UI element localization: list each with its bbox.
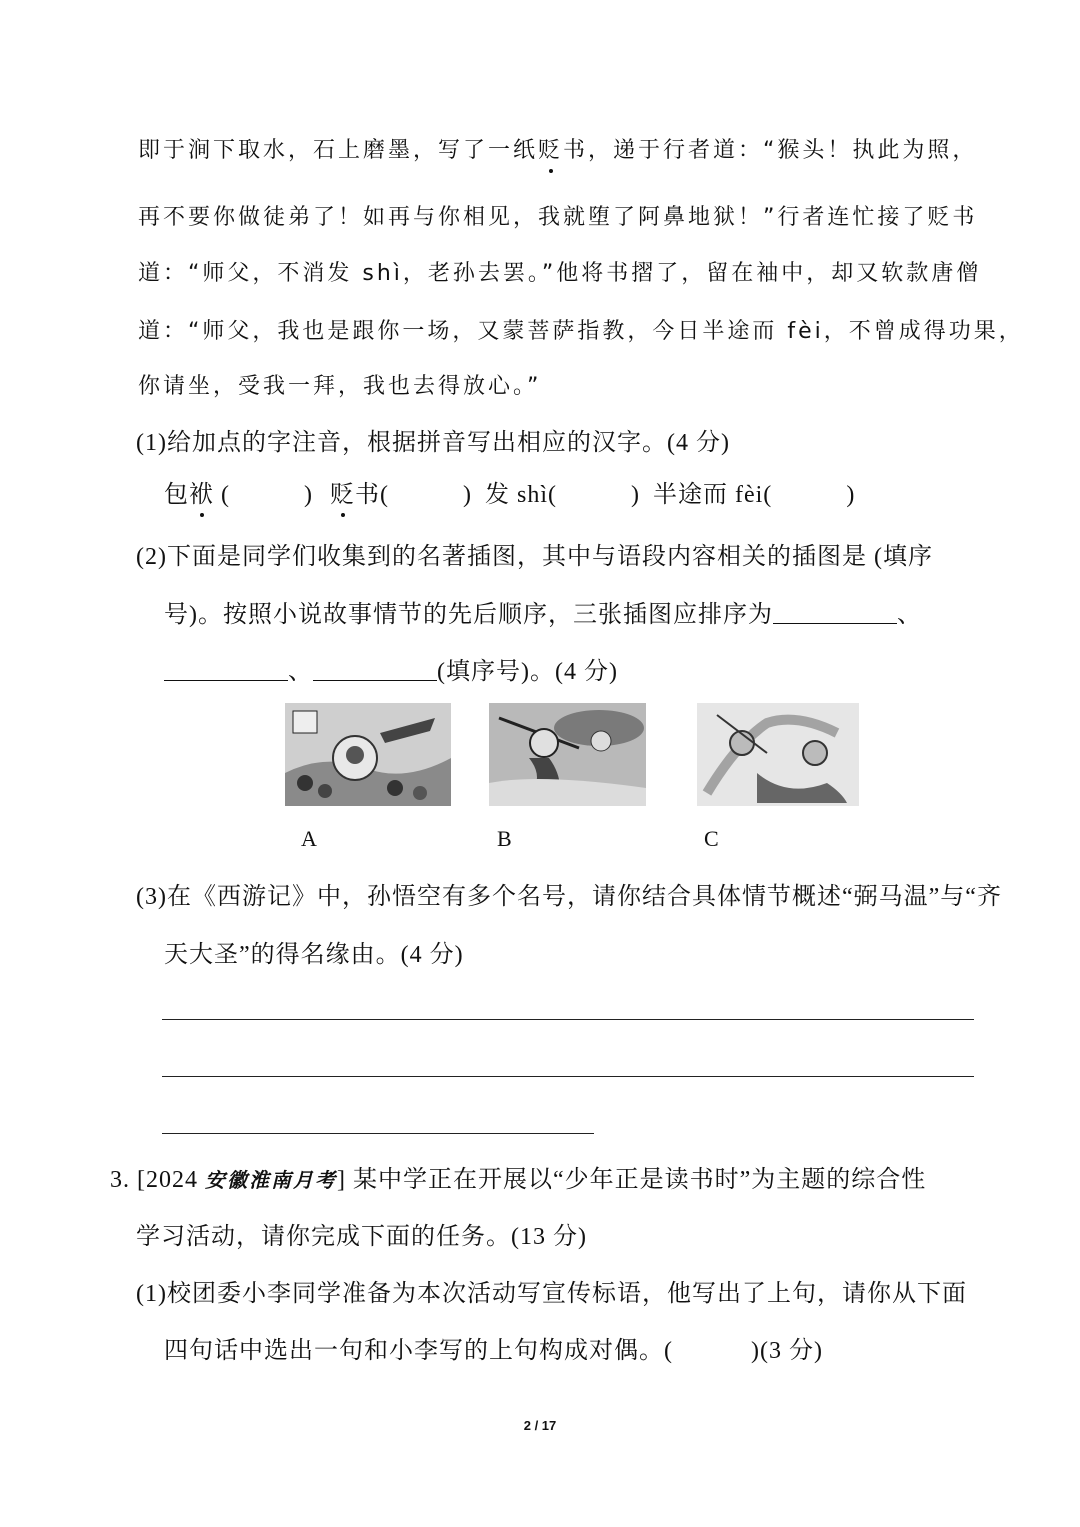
source-bracket: ] bbox=[337, 1167, 346, 1193]
dotted-char: 贬 bbox=[538, 136, 563, 166]
passage-line-5: 你请坐，受我一拜，我也去得放心。” bbox=[138, 374, 542, 399]
illustration-b bbox=[489, 703, 646, 806]
answer-line-3[interactable] bbox=[162, 1133, 594, 1134]
illustration-a-image bbox=[285, 703, 451, 806]
q2-text: (填序号)。(4 分) bbox=[437, 659, 618, 685]
item-text: ) bbox=[631, 482, 640, 508]
question-1-items bbox=[164, 480, 855, 510]
item-text: 书( bbox=[355, 482, 389, 508]
section-text: )(3 分) bbox=[751, 1338, 823, 1364]
section-number: 3. bbox=[110, 1167, 130, 1193]
question-1-prompt: (1)给加点的字注音，根据拼音写出相应的汉字。(4 分) bbox=[136, 430, 730, 456]
answer-line-2[interactable] bbox=[162, 1076, 974, 1077]
item-text: ( bbox=[214, 482, 230, 508]
source-label: 安徽淮南月考 bbox=[205, 1168, 337, 1192]
illustration-c bbox=[697, 703, 859, 806]
item-text: 发 shì( bbox=[485, 482, 557, 508]
page-number: 2 / 17 bbox=[523, 1418, 557, 1433]
question-3-line-1: (3)在《西游记》中，孙悟空有多个名号，请你结合具体情节概述“弼马温”与“齐 bbox=[136, 884, 1002, 910]
passage-text: 即于涧下取水，石上磨墨，写了一纸 bbox=[138, 138, 539, 163]
item-text: 包 bbox=[164, 482, 189, 508]
answer-line-1[interactable] bbox=[162, 1019, 974, 1020]
passage-line-3: 道：“师父，不消发 shì，老孙去罢。”他将书摺了，留在袖中，却又软款唐僧 bbox=[138, 261, 982, 286]
item-text: ) bbox=[304, 482, 313, 508]
illustration-caption-c: C bbox=[704, 826, 719, 851]
question-2-line-3 bbox=[164, 657, 618, 687]
order-blank-2[interactable] bbox=[164, 658, 288, 681]
order-blank-3[interactable] bbox=[313, 658, 437, 681]
q2-text: 、 bbox=[897, 602, 922, 628]
section-text: 四句话中选出一句和小李写的上句构成对偶。( bbox=[164, 1338, 673, 1364]
section-text: 某中学正在开展以“少年正是读书时”为主题的综合性 bbox=[353, 1167, 927, 1193]
section-3-line-1 bbox=[110, 1165, 926, 1195]
item-text: 半途而 fèi( bbox=[653, 482, 773, 508]
illustration-a bbox=[285, 703, 451, 806]
section-3-line-2: 学习活动，请你完成下面的任务。(13 分) bbox=[136, 1224, 587, 1250]
illustration-caption-b: B bbox=[497, 826, 512, 851]
illustration-b-image bbox=[489, 703, 646, 806]
dotted-char: 贬 bbox=[330, 482, 355, 508]
passage-text: 书，递于行者道：“猴头！执此为照， bbox=[563, 138, 978, 163]
passage-line-1 bbox=[138, 136, 977, 166]
illustration-caption-a: A bbox=[301, 826, 317, 851]
passage-line-2: 再不要你做徒弟了！如再与你相见，我就堕了阿鼻地狱！”行者连忙接了贬书 bbox=[138, 205, 978, 230]
section-3-sub1-line-1: (1)校团委小李同学准备为本次活动写宣传标语，他写出了上句，请你从下面 bbox=[136, 1281, 967, 1307]
passage-line-4: 道：“师父，我也是跟你一场，又蒙菩萨指教，今日半途而 fèi，不曾成得功果， bbox=[138, 319, 1024, 344]
illustration-c-image bbox=[697, 703, 859, 806]
q2-text: 号)。按照小说故事情节的先后顺序，三张插图应排序为 bbox=[164, 602, 773, 628]
dotted-char: 袱 bbox=[189, 482, 214, 508]
question-2-line-1: (2)下面是同学们收集到的名著插图，其中与语段内容相关的插图是 (填序 bbox=[136, 544, 933, 570]
item-text: ) bbox=[463, 482, 472, 508]
source-bracket: [2024 bbox=[137, 1167, 198, 1193]
question-2-line-2 bbox=[164, 600, 922, 630]
order-blank-1[interactable] bbox=[773, 601, 897, 624]
item-text: ) bbox=[846, 482, 856, 508]
section-3-sub1-line-2 bbox=[164, 1336, 823, 1366]
question-3-line-2: 天大圣”的得名缘由。(4 分) bbox=[164, 942, 464, 968]
q2-text: 、 bbox=[288, 659, 313, 685]
